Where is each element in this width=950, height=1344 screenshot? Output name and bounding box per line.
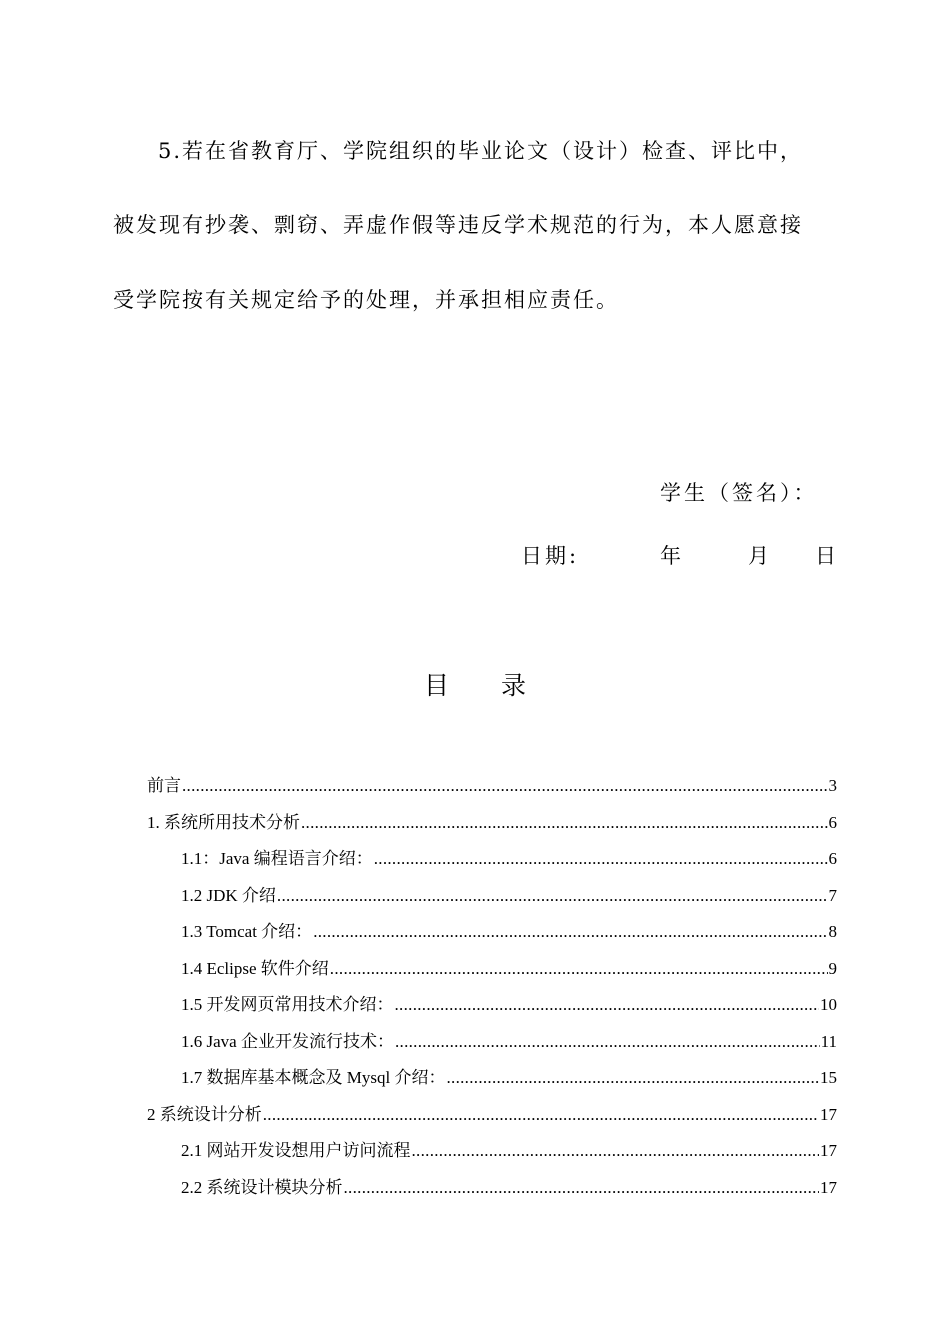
toc-entry-page: 8 [828,922,837,941]
date-year-label: 年 [660,544,684,568]
toc-title-char-2: 录 [501,671,527,700]
toc-entry[interactable] [181,885,837,907]
toc-leader [344,1177,820,1199]
toc-entry[interactable] [181,1031,837,1053]
date-day-label: 日 [815,544,839,568]
toc-leader [374,848,828,870]
toc-entry[interactable] [147,812,837,834]
toc-entry[interactable] [181,1067,837,1089]
toc-entry[interactable] [181,994,837,1016]
toc-entry-label: 1.4 Eclipse 软件介绍 [181,959,329,978]
toc-entry-label: 1.2 JDK 介绍 [181,886,276,905]
toc-entry-page: 10 [820,995,837,1014]
toc-entry-page: 9 [828,959,837,978]
toc-entry[interactable] [181,1177,837,1199]
toc-entry-page: 7 [828,886,837,905]
toc-entry[interactable] [181,958,837,980]
toc-entry[interactable] [181,1140,837,1162]
date-label: 日期: [521,544,580,568]
declaration-line-1: 5.若在省教育厅、学院组织的毕业论文（设计）检查、评比中， [158,139,804,163]
toc-title [0,670,950,702]
toc-entry[interactable] [181,921,837,943]
toc-leader [412,1140,820,1162]
toc-leader [277,885,828,907]
date-month-label: 月 [748,544,772,568]
toc-entry-page: 6 [828,849,837,868]
toc-leader [313,921,827,943]
toc-entry-label: 1.7 数据库基本概念及 Mysql 介绍： [181,1068,446,1087]
toc-leader [395,1031,820,1053]
toc-entry-label: 前言 [147,776,181,795]
toc-entry-page: 17 [820,1105,837,1124]
toc-entry[interactable] [147,1104,837,1126]
toc-entry[interactable] [181,848,837,870]
toc-entry-page: 17 [820,1178,837,1197]
toc-title-char-1: 目 [423,671,449,700]
toc-entry-label: 2 系统设计分析 [147,1105,262,1124]
toc-leader [395,994,820,1016]
toc-entry-label: 1.1：Java 编程语言介绍： [181,849,373,868]
toc-entry-label: 1. 系统所用技术分析 [147,813,300,832]
declaration-line-2: 被发现有抄袭、剽窃、弄虚作假等违反学术规范的行为，本人愿意接 [113,213,803,237]
toc-entry-label: 1.5 开发网页常用技术介绍： [181,995,394,1014]
toc-leader [330,958,828,980]
toc-entry-page: 6 [828,813,837,832]
toc-entry-page: 3 [828,776,837,795]
toc-entry-label: 1.3 Tomcat 介绍： [181,922,313,941]
toc-entry-label: 2.1 网站开发设想用户访问流程 [181,1141,411,1160]
toc-leader [263,1104,819,1126]
toc-leader [446,1067,819,1089]
toc-leader [182,775,828,797]
toc-entry-label: 2.2 系统设计模块分析 [181,1178,343,1197]
student-signature-label: 学生（签名）： [660,481,818,505]
declaration-line-3: 受学院按有关规定给予的处理，并承担相应责任。 [113,288,619,312]
toc-entry-page: 17 [820,1141,837,1160]
toc-entry[interactable] [147,775,837,797]
toc-leader [301,812,828,834]
toc-entry-page: 11 [820,1032,837,1051]
toc-entry-page: 15 [820,1068,837,1087]
toc-entry-label: 1.6 Java 企业开发流行技术： [181,1032,394,1051]
